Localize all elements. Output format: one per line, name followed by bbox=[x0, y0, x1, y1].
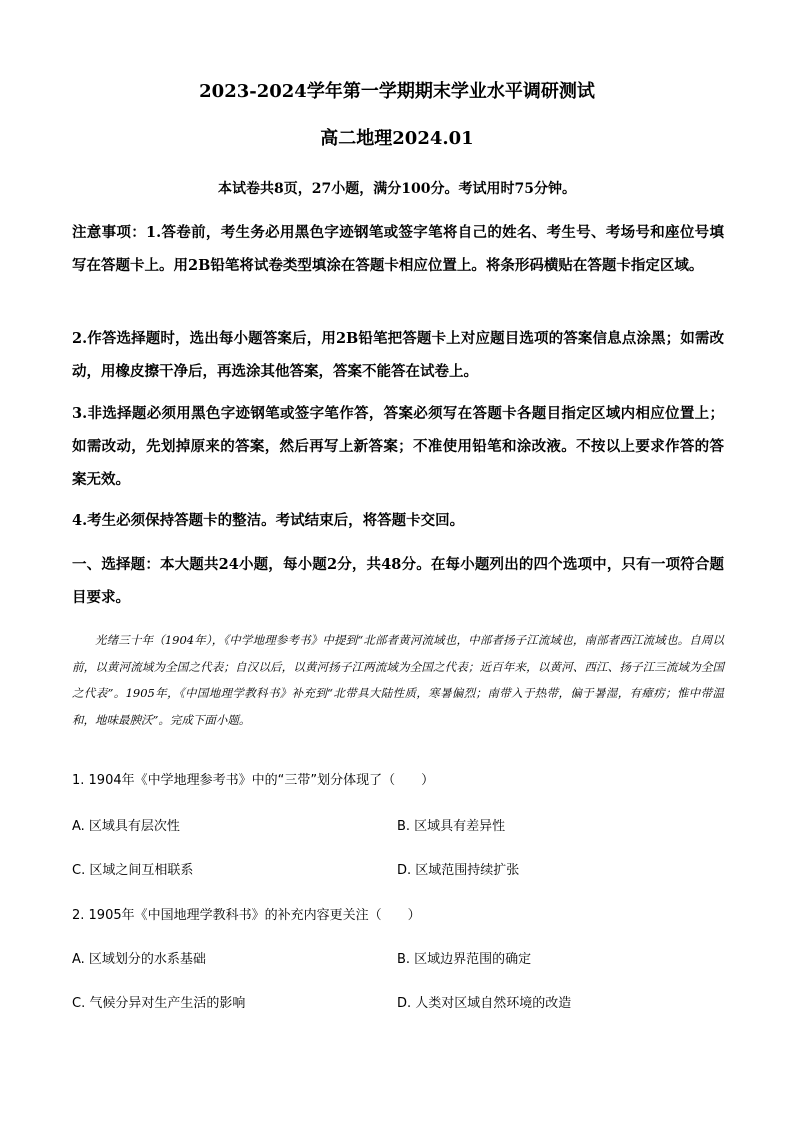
notice-4: 4.考生必须保持答题卡的整洁。考试结束后，将答题卡交回。 bbox=[72, 512, 465, 529]
question-1-option-b: B. 区域具有差异性 bbox=[397, 819, 506, 834]
notice-1: 注意事项：1.答卷前，考生务必用黑色字迹钢笔或签字笔将自己的姓名、考生号、考场号和座位号填写在答题卡上。用2B铅笔将试卷类型填涂在答题卡相应位置上。将条形码横贴在答题卡指定区域。 bbox=[72, 224, 724, 274]
question-2-option-a: A. 区域划分的水系基础 bbox=[72, 952, 206, 967]
question-2-option-d: D. 人类对区域自然环境的改造 bbox=[397, 996, 572, 1011]
question-1-option-c: C. 区域之间互相联系 bbox=[72, 863, 194, 878]
notice-3: 3.非选择题必须用黑色字迹钢笔或签字笔作答，答案必须写在答题卡各题目指定区域内相应位置上；如需改动，先划掉原来的答案，然后再写上新答案；不准使用铅笔和涂改液。不按以上要求作答的答案无效。 bbox=[72, 405, 724, 488]
exam-info: 本试卷共8页，27小题，满分100分。考试用时75分钟。 bbox=[218, 181, 576, 197]
question-1-option-d: D. 区域范围持续扩张 bbox=[397, 863, 520, 878]
reading-passage: 光绪三十年（1904年），《中学地理参考书》中提到“北部者黄河流域也，中部者扬子江流域也，南部者西江流域也。自周以前，以黄河流域为全国之代表；自汉以后，以黄河扬子江两流域为全国之代表；近百年来，以黄河、西江、扬子江三流域为全国之代表”。1905年，《中国地理学教科书》补充到“北带具大陆性质，寒暑偏烈；南带入于热带，偏于暑湿，有瘴疠；惟中带温和，地味最腴沃”。完成下面小题。 bbox=[72, 633, 724, 727]
page-title: 2023-2024学年第一学期期末学业水平调研测试 bbox=[199, 81, 595, 102]
question-1-option-a: A. 区域具有层次性 bbox=[72, 819, 180, 834]
question-2-option-c: C. 气候分异对生产生活的影响 bbox=[72, 996, 246, 1011]
question-1-stem: 1. 1904年《中学地理参考书》中的“三带”划分体现了（ ） bbox=[72, 773, 435, 788]
notice-2: 2.作答选择题时，选出每小题答案后，用2B铅笔把答题卡上对应题目选项的答案信息点涂黑；如需改动，用橡皮擦干净后，再选涂其他答案，答案不能答在试卷上。 bbox=[72, 330, 724, 380]
section-heading: 一、选择题：本大题共24小题，每小题2分，共48分。在每小题列出的四个选项中，只有一项符合题目要求。 bbox=[72, 556, 724, 606]
question-2-option-b: B. 区域边界范围的确定 bbox=[397, 952, 532, 967]
question-2-stem: 2. 1905年《中国地理学教科书》的补充内容更关注（ ） bbox=[72, 908, 421, 923]
page-subtitle: 高二地理2024.01 bbox=[320, 128, 474, 149]
